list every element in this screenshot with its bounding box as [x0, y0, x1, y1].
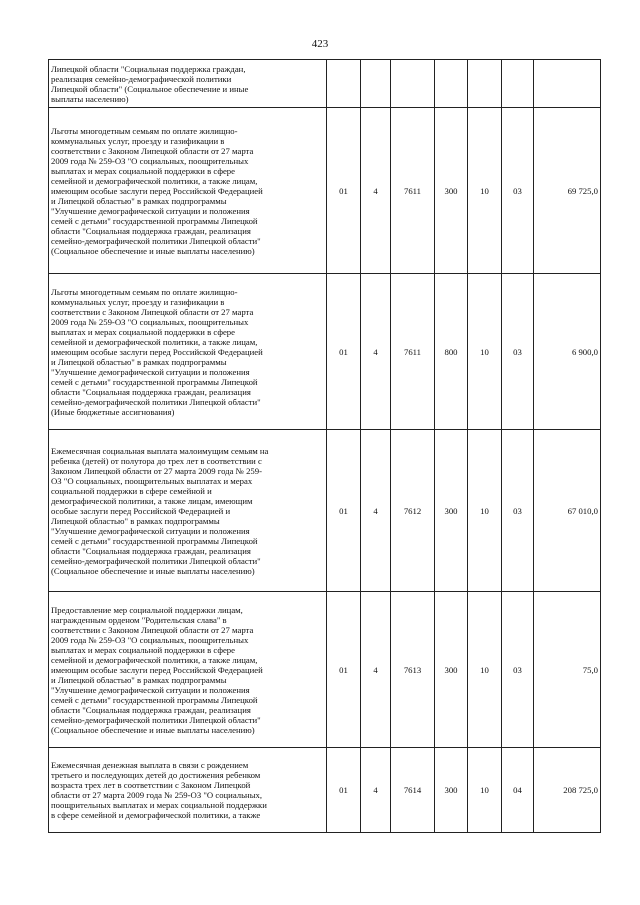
table-row [49, 592, 601, 748]
amount-cell: 208 725,0 [534, 748, 601, 833]
expense-type-cell: 300 [435, 108, 468, 274]
section-cell: 10 [468, 748, 502, 833]
table-row [49, 108, 601, 274]
row-description: Липецкой области "Социальная поддержка граждан, реализация семейно-демографической политики Липецкой области" (Социальное обеспечение и иные выплаты населению) [49, 60, 327, 108]
table-body [49, 60, 601, 833]
subprogram-code-cell [361, 60, 391, 108]
section-cell: 10 [468, 430, 502, 592]
subsection-cell: 04 [502, 748, 534, 833]
subprogram-code-cell: 4 [361, 274, 391, 430]
target-article-cell [391, 60, 435, 108]
subprogram-code-cell: 4 [361, 430, 391, 592]
target-article-cell: 7614 [391, 748, 435, 833]
program-code-cell: 01 [327, 430, 361, 592]
subsection-cell: 03 [502, 592, 534, 748]
expense-type-cell: 300 [435, 748, 468, 833]
section-cell: 10 [468, 108, 502, 274]
target-article-cell: 7612 [391, 430, 435, 592]
program-code-cell: 01 [327, 592, 361, 748]
target-article-cell: 7611 [391, 274, 435, 430]
amount-cell: 75,0 [534, 592, 601, 748]
subsection-cell: 03 [502, 274, 534, 430]
program-code-cell: 01 [327, 108, 361, 274]
expense-type-cell: 300 [435, 430, 468, 592]
amount-cell: 6 900,0 [534, 274, 601, 430]
row-description: Льготы многодетным семьям по оплате жилищно- коммунальных услуг, проезду и газификации в соответствии с Законом Липецкой области от 27 марта 2009 года № 259-ОЗ "О социальных, поощрительных выплатах и мерах социальной поддержки в сфере семейной и демографической политики, а также лицам, имеющим особые заслуги перед Российской Федерацией и Липецкой областью" в рамках подпрограммы "Улучшение демографической ситуации и положения семей с детьми" государственной программы Липецкой области "Социальная поддержка граждан, реализация семейно-демографической политики Липецкой области" (Иные бюджетные ассигнования) [49, 274, 327, 430]
subsection-cell: 03 [502, 108, 534, 274]
program-code-cell [327, 60, 361, 108]
section-cell: 10 [468, 274, 502, 430]
program-code-cell: 01 [327, 748, 361, 833]
budget-table [48, 59, 601, 833]
row-description: Ежемесячная социальная выплата малоимущим семьям на ребенка (детей) от полутора до трех лет в соответствии с Законом Липецкой области от 27 марта 2009 года № 259- ОЗ "О социальных, поощрительных выплатах и мерах социальной поддержки в сфере семейной и демографической политики, а также лицам, имеющим особые заслуги перед Российской Федерацией и Липецкой областью" в рамках подпрограммы "Улучшение демографической ситуации и положения семей с детьми" государственной программы Липецкой области "Социальная поддержка граждан, реализация семейно-демографической политики Липецкой области" (Социальное обеспечение и иные выплаты населению) [49, 430, 327, 592]
subprogram-code-cell: 4 [361, 748, 391, 833]
subprogram-code-cell: 4 [361, 108, 391, 274]
program-code-cell: 01 [327, 274, 361, 430]
table-row [49, 748, 601, 833]
subsection-cell: 03 [502, 430, 534, 592]
expense-type-cell [435, 60, 468, 108]
amount-cell: 67 010,0 [534, 430, 601, 592]
subsection-cell [502, 60, 534, 108]
amount-cell: 69 725,0 [534, 108, 601, 274]
table-row [49, 430, 601, 592]
target-article-cell: 7611 [391, 108, 435, 274]
row-description: Льготы многодетным семьям по оплате жилищно- коммунальных услуг, проезду и газификации в соответствии с Законом Липецкой области от 27 марта 2009 года № 259-ОЗ "О социальных, поощрительных выплатах и мерах социальной поддержки в сфере семейной и демографической политики, а также лицам, имеющим особые заслуги перед Российской Федерацией и Липецкой областью" в рамках подпрограммы "Улучшение демографической ситуации и положения семей с детьми" государственной программы Липецкой области "Социальная поддержка граждан, реализация семейно-демографической политики Липецкой области" (Социальное обеспечение и иные выплаты населению) [49, 108, 327, 274]
target-article-cell: 7613 [391, 592, 435, 748]
table-row [49, 60, 601, 108]
section-cell [468, 60, 502, 108]
amount-cell [534, 60, 601, 108]
page-number: 423 [311, 38, 329, 50]
expense-type-cell: 300 [435, 592, 468, 748]
expense-type-cell: 800 [435, 274, 468, 430]
table-row [49, 274, 601, 430]
row-description: Ежемесячная денежная выплата в связи с рождением третьего и последующих детей до достижения ребенком возраста трех лет в соответствии с Законом Липецкой области от 27 марта 2009 года № 259-ОЗ "О социальных, поощрительных выплатах и мерах социальной поддержки в сфере семейной и демографической политики, а также [49, 748, 327, 833]
section-cell: 10 [468, 592, 502, 748]
subprogram-code-cell: 4 [361, 592, 391, 748]
row-description: Предоставление мер социальной поддержки лицам, награжденным орденом "Родительская слава" в соответствии с Законом Липецкой области от 27 марта 2009 года № 259-ОЗ "О социальных, поощрительных выплатах и мерах социальной поддержки в сфере семейной и демографической политики, а также лицам, имеющим особые заслуги перед Российской Федерацией и Липецкой областью" в рамках подпрограммы "Улучшение демографической ситуации и положения семей с детьми" государственной программы Липецкой области "Социальная поддержка граждан, реализация семейно-демографической политики Липецкой области" (Социальное обеспечение и иные выплаты населению) [49, 592, 327, 748]
